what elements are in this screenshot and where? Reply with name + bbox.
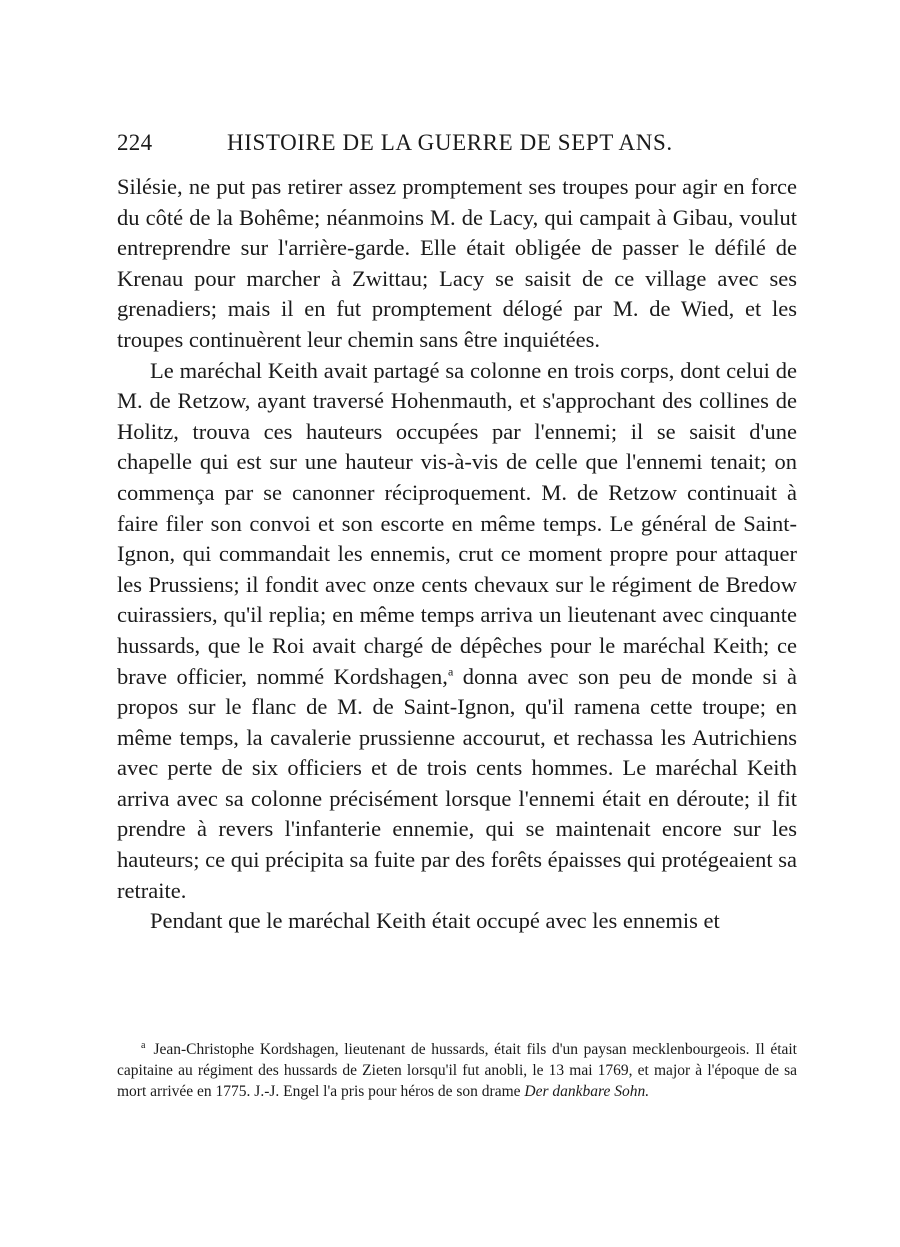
- footnote-marker: a: [141, 1040, 146, 1051]
- footnote-area: [117, 1035, 797, 1102]
- footnote-text: Jean-Christophe Kordshagen, lieutenant de hussards, était fils d'un paysan mecklenbourgeois. Il était capitaine au régiment des hussards de Zieten lorsqu'il fut anobli, le 13 mai 1769, et major à l'époque de sa mort arrivée en 1775. J.-J. Engel l'a pris pour héros de son drame: [117, 1041, 797, 1101]
- footnote: [117, 1035, 797, 1102]
- paragraph-2: [117, 356, 797, 907]
- footnote-reference: a: [447, 664, 454, 678]
- running-header: [117, 130, 797, 164]
- paragraph-2-part-1: Le maréchal Keith avait partagé sa colonne en trois corps, dont celui de M. de Retzow, ayant traversé Hohenmauth, et s'approchant des collines de Holitz, trouva ces hauteurs occupées par l'ennemi; il se saisit d'une chapelle qui est sur une hauteur vis-à-vis de celle que l'ennemi tenait; on commença par se canonner réciproquement. M. de Retzow continuait à faire filer son convoi et son escorte en même temps. Le général de Saint-Ignon, qui commandait les ennemis, crut ce moment propre pour attaquer les Prussiens; il fondit avec onze cents chevaux sur le régiment de Bredow cuirassiers, qu'il replia; en même temps arriva un lieutenant avec cinquante hussards, que le Roi avait chargé de dépêches pour le maréchal Keith; ce brave officier, nommé Kordshagen,: [117, 357, 797, 689]
- paragraph-2-part-2: donna avec son peu de monde si à propos sur le flanc de M. de Saint-Ignon, qu'il ramena cette troupe; en même temps, la cavalerie prussienne accourut, et rechassa les Autrichiens avec perte de six officiers et de trois cents hommes. Le maréchal Keith arriva avec sa colonne précisément lorsque l'ennemi était en déroute; il fit prendre à revers l'infanterie ennemie, qui se maintenait encore sur les hauteurs; ce qui précipita sa fuite par des forêts épaisses qui protégeaient sa retraite.: [117, 663, 797, 903]
- footnote-italic-title: Der dankbare Sohn.: [524, 1083, 650, 1101]
- paragraph-3: Pendant que le maréchal Keith était occupé avec les ennemis et: [150, 908, 720, 934]
- running-title: HISTOIRE DE LA GUERRE DE SEPT ANS.: [227, 130, 673, 155]
- page-number: 224: [117, 130, 153, 155]
- main-text: [117, 172, 797, 937]
- paragraph-1: Silésie, ne put pas retirer assez promptement ses troupes pour agir en force du côté de la Bohême; néanmoins M. de Lacy, qui campait à Gibau, voulut entreprendre sur l'arrière-garde. Elle était obligée de passer le défilé de Krenau pour marcher à Zwittau; Lacy se saisit de ce village avec ses grenadiers; mais il en fut promptement délogé par M. de Wied, et les troupes continuèrent leur chemin sans être inquiétées.: [117, 174, 797, 352]
